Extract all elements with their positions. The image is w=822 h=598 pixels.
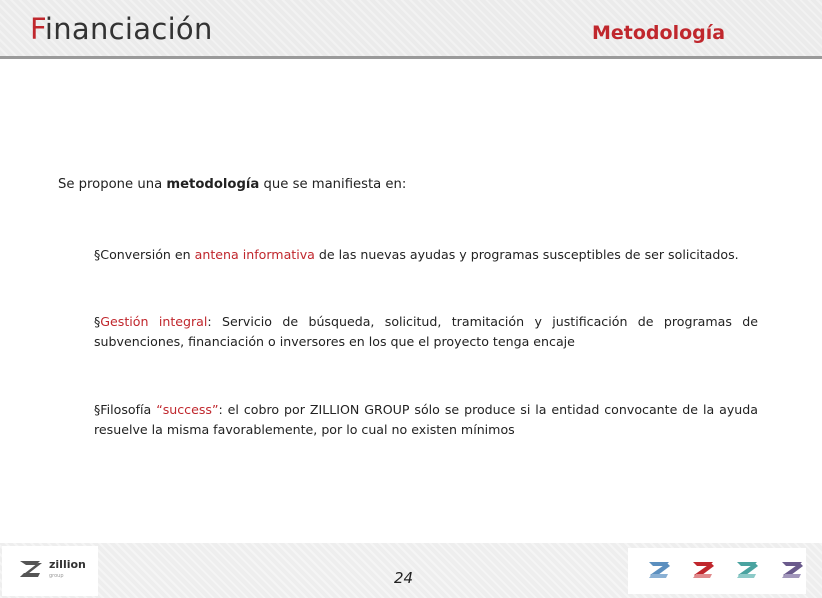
title-initial: F — [30, 12, 45, 46]
bullet-3-lead: §Filosofía — [94, 402, 157, 417]
logo-area — [2, 546, 98, 596]
intro-text — [58, 177, 406, 192]
title-rest: inanciación — [44, 12, 213, 46]
logo-subtext: group — [49, 573, 64, 579]
bullet-3-text: : el cobro por ZILLION GROUP sólo se produce si la entidad convocante de la ayuda resuelve la misma favorablemente, por lo cual no existen mínimos — [94, 402, 758, 437]
bullet-item-3 — [94, 400, 758, 440]
bullet-item-1 — [94, 245, 758, 265]
header-divider — [0, 56, 822, 59]
page-number: 24 — [394, 569, 414, 587]
bullet-1-lead: §Conversión en — [94, 247, 195, 262]
bullet-2-lead: § — [94, 314, 101, 329]
z-mark-red-icon — [692, 561, 714, 579]
bullet-2-text: : Servicio de búsqueda, solicitud, tramitación y justificación de programas de subvenciones, financiación o inversores en los que el proyecto tenga encaje — [94, 314, 758, 349]
bullet-2-highlight: Gestión integral — [100, 314, 208, 329]
bullet-1-text: de las nuevas ayudas y programas susceptibles de ser solicitados. — [314, 247, 739, 262]
z-mark-teal-icon — [736, 561, 758, 579]
bullet-1-highlight: antena informativa — [194, 247, 315, 262]
intro-before: Se propone una — [58, 177, 167, 192]
z-mark-purple-icon — [781, 561, 803, 579]
intro-bold: metodología — [166, 177, 260, 192]
bullet-item-2 — [94, 312, 758, 352]
z-mark-blue-icon — [648, 561, 670, 579]
section-title: Metodología — [592, 22, 726, 44]
logo-text: zillion — [49, 558, 86, 571]
page-title — [30, 12, 213, 46]
bullet-3-highlight: “success” — [156, 402, 219, 417]
zillion-logo-icon — [18, 560, 42, 578]
intro-after: que se manifiesta en: — [259, 177, 407, 192]
